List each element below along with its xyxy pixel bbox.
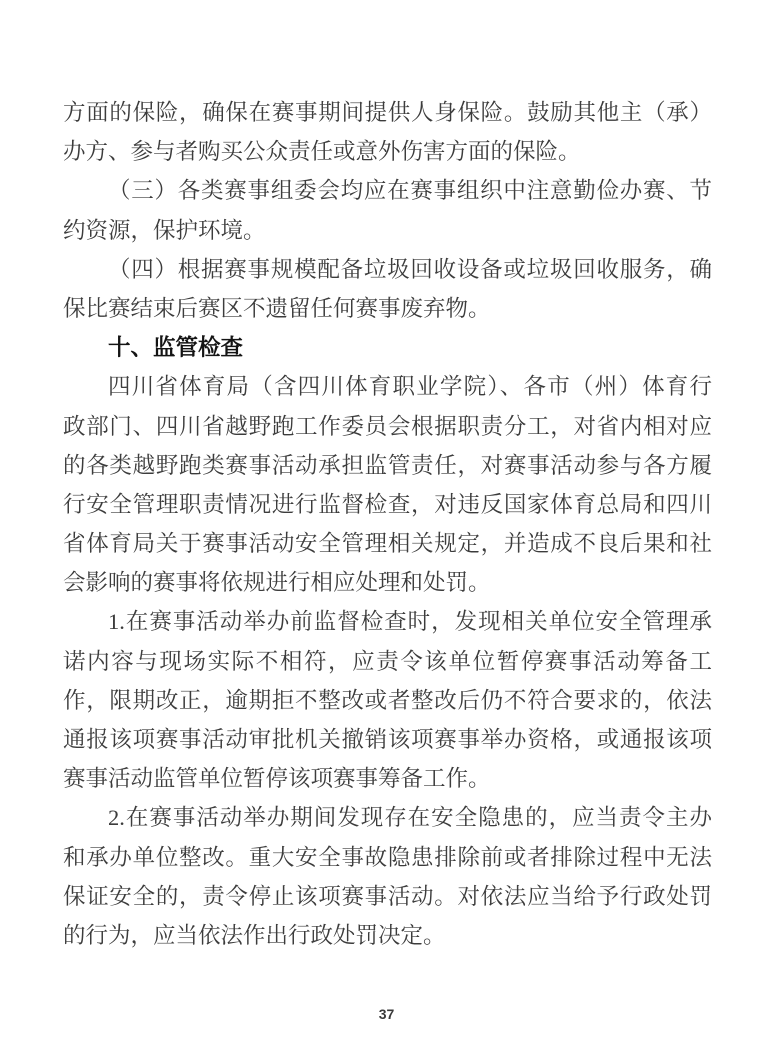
text-line: 1.在赛事活动举办前监督检查时，发现相关单位安全管理承 [108, 609, 712, 635]
text-line: 诺内容与现场实际不相符，应责令该单位暂停赛事活动筹备工 [63, 648, 712, 674]
text-line: （四）根据赛事规模配备垃圾回收设备或垃圾回收服务，确 [108, 256, 712, 282]
text-line: 行安全管理职责情况进行监督检查，对违反国家体育总局和四川 [63, 491, 712, 517]
text-line: 方面的保险，确保在赛事期间提供人身保险。鼓励其他主（承） [63, 100, 712, 125]
section-heading: 十、监管检查 [108, 335, 244, 361]
text-line: 作，限期改正，逾期拒不整改或者整改后仍不符合要求的，依法 [63, 687, 712, 713]
text-line: 的行为，应当依法作出行政处罚决定。 [63, 922, 446, 948]
page-number: 37 [378, 1006, 395, 1022]
text-line: 政部门、四川省越野跑工作委员会根据职责分工，对省内相对应 [63, 413, 712, 439]
text-line: 保比赛结束后赛区不遗留任何赛事废弃物。 [63, 295, 491, 321]
text-line: （三）各类赛事组委会均应在赛事组织中注意勤俭办赛、节 [108, 178, 712, 204]
text-line: 赛事活动监管单位暂停该项赛事筹备工作。 [63, 766, 491, 792]
text-line: 四川省体育局（含四川体育职业学院）、各市（州）体育行 [108, 374, 712, 400]
text-line: 通报该项赛事活动审批机关撤销该项赛事举办资格，或通报该项 [63, 727, 712, 752]
text-line: 和承办单位整改。重大安全事故隐患排除前或者排除过程中无法 [63, 844, 712, 870]
text-line: 2.在赛事活动举办期间发现存在安全隐患的，应当责令主办 [108, 805, 712, 831]
text-line: 保证安全的，责令停止该项赛事活动。对依法应当给予行政处罚 [63, 883, 712, 909]
text-line: 省体育局关于赛事活动安全管理相关规定，并造成不良后果和社 [63, 531, 712, 557]
document-body [63, 93, 712, 955]
text-line: 会影响的赛事将依规进行相应处理和处罚。 [63, 570, 491, 596]
text-line: 约资源，保护环境。 [63, 217, 266, 243]
text-line: 办方、参与者购买公众责任或意外伤害方面的保险。 [63, 139, 581, 165]
text-line: 的各类越野跑类赛事活动承担监管责任，对赛事活动参与各方履 [63, 452, 712, 478]
